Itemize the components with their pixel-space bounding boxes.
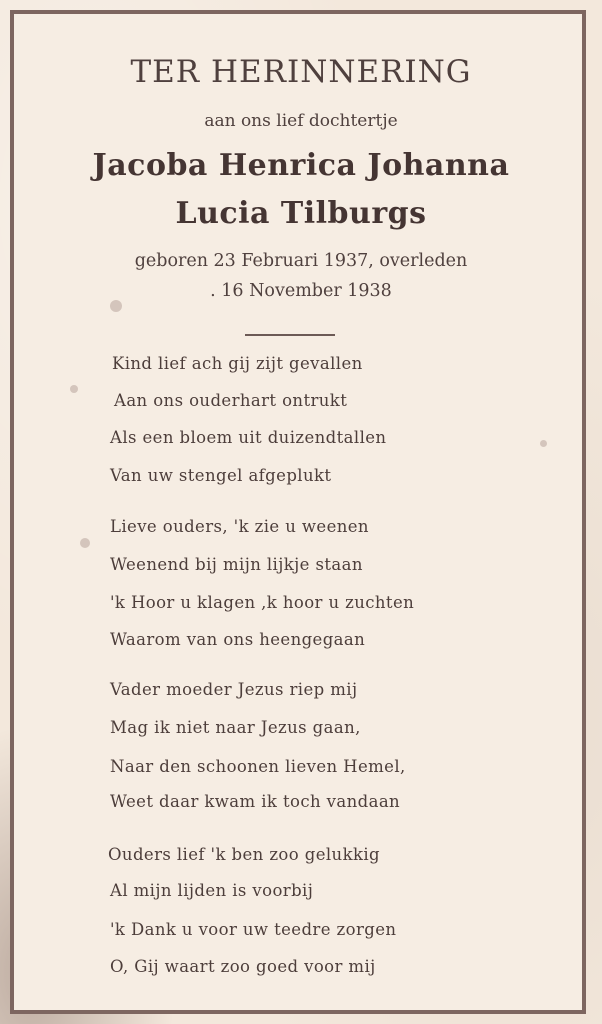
- poem-line: Aan ons ouderhart ontrukt: [114, 391, 348, 410]
- deceased-name-line-1: Jacoba Henrica Johanna: [92, 148, 510, 183]
- deceased-name-line-2: Lucia Tilburgs: [175, 196, 427, 231]
- dates-line-1: geboren 23 Februari 1937, overleden: [134, 251, 468, 271]
- paper-stain: [110, 300, 122, 312]
- poem-line: Als een bloem uit duizendtallen: [110, 428, 387, 447]
- poem-line: Kind lief ach gij zijt gevallen: [112, 354, 363, 373]
- poem-line: Weenend bij mijn lijkje staan: [110, 555, 363, 574]
- paper-stain: [80, 538, 90, 548]
- poem-line: 'k Dank u voor uw teedre zorgen: [110, 920, 397, 939]
- paper-stain: [70, 385, 78, 393]
- poem-line: Weet daar kwam ik toch vandaan: [110, 792, 401, 811]
- poem-line: Vader moeder Jezus riep mij: [110, 680, 358, 699]
- poem-line: Al mijn lijden is voorbij: [110, 881, 314, 900]
- dates-line-2: . 16 November 1938: [210, 281, 392, 301]
- poem-line: 'k Hoor u klagen ,k hoor u zuchten: [110, 593, 415, 612]
- paper-stain: [540, 440, 547, 447]
- card-title: TER HERINNERING: [130, 54, 472, 90]
- poem-line: Lieve ouders, 'k zie u weenen: [110, 517, 369, 536]
- divider-line: [245, 334, 335, 336]
- card-subtitle: aan ons lief dochtertje: [204, 111, 398, 131]
- poem-line: O, Gij waart zoo goed voor mij: [110, 957, 376, 976]
- poem-line: Waarom van ons heengegaan: [110, 630, 366, 649]
- poem-line: Van uw stengel afgeplukt: [110, 466, 332, 485]
- poem-line: Ouders lief 'k ben zoo gelukkig: [108, 845, 381, 864]
- poem-line: Mag ik niet naar Jezus gaan,: [110, 718, 361, 737]
- poem-line: Naar den schoonen lieven Hemel,: [110, 757, 406, 776]
